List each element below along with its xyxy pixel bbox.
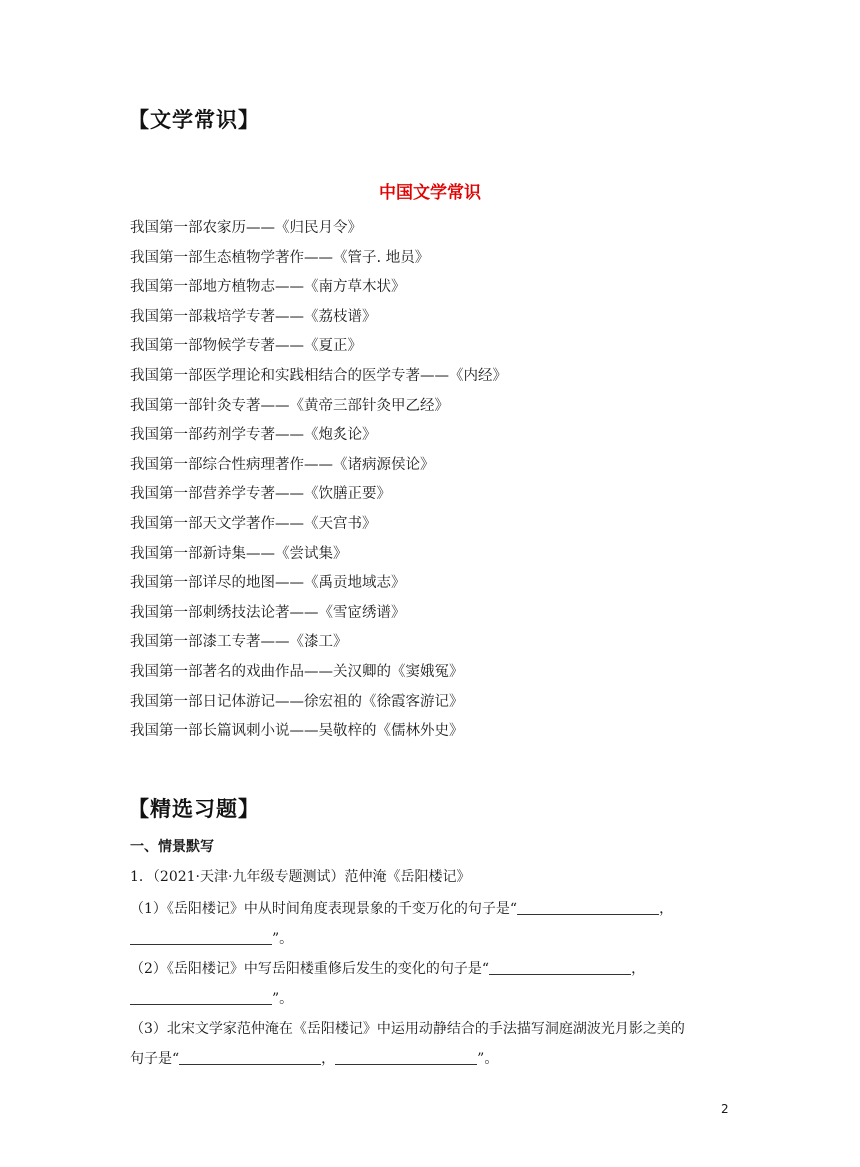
answer-blank[interactable] <box>130 930 272 945</box>
list-item: 我国第一部长篇讽刺小说——吴敬梓的《儒林外史》 <box>130 723 464 740</box>
exercise-part-title: 一、情景默写 <box>130 839 214 855</box>
closing-quote: ”。 <box>272 991 294 1007</box>
question-1-sub-2 <box>130 958 645 978</box>
list-item: 我国第一部综合性病理著作——《诸病源侯论》 <box>130 456 435 473</box>
closing-quote: ”。 <box>477 1051 499 1067</box>
question-1-title <box>130 866 470 886</box>
list-item: 我国第一部详尽的地图——《禹贡地域志》 <box>130 575 406 592</box>
section-heading-exercises: 【精选习题】 <box>128 797 260 821</box>
answer-blank[interactable] <box>489 960 631 975</box>
facts-list <box>130 214 507 747</box>
list-item: 我国第一部著名的戏曲作品——关汉卿的《窦娥冤》 <box>130 663 464 680</box>
question-1-sub-3-cont <box>130 1048 498 1068</box>
section-heading-literature: 【文学常识】 <box>128 108 260 132</box>
list-item: 我国第一部地方植物志——《南方草木状》 <box>130 279 406 296</box>
sub-question-text: （1）《岳阳楼记》中从时间角度表现景象的千变万化的句子是“ <box>130 901 518 917</box>
list-item: 我国第一部农家历——《归民月令》 <box>130 220 362 236</box>
sub-question-text: （3）北宋文学家范仲淹在《岳阳楼记》中运用动静结合的手法描写洞庭湖波光月影之美的 <box>130 1021 685 1037</box>
list-item: 我国第一部药剂学专著——《炮炙论》 <box>130 427 377 444</box>
comma: ， <box>631 961 646 977</box>
question-1-sub-1-cont <box>130 928 293 948</box>
sub-question-text: 句子是“ <box>130 1051 180 1067</box>
question-source: （2021·天津·九年级专题测试）范仲淹《岳阳楼记》 <box>152 869 471 885</box>
list-item: 我国第一部天文学著作——《天宫书》 <box>130 515 377 532</box>
list-item: 我国第一部新诗集——《尝试集》 <box>130 545 348 562</box>
answer-blank[interactable] <box>517 900 659 915</box>
question-number: 1． <box>130 869 153 885</box>
list-item: 我国第一部漆工专著——《漆工》 <box>130 634 348 651</box>
list-item: 我国第一部生态植物学著作——《管子. 地员》 <box>130 249 430 266</box>
answer-blank[interactable] <box>130 990 272 1005</box>
subtitle-chinese-literature: 中国文学常识 <box>379 183 481 203</box>
list-item: 我国第一部医学理论和实践相结合的医学专著——《内经》 <box>130 367 507 384</box>
page-number: 2 <box>721 1102 729 1116</box>
list-item: 我国第一部刺绣技法论著——《雪宧绣谱》 <box>130 604 406 621</box>
list-item: 我国第一部栽培学专著——《荔枝谱》 <box>130 308 377 325</box>
closing-quote: ”。 <box>272 931 294 947</box>
question-1-sub-1 <box>130 898 673 918</box>
list-item: 我国第一部营养学专著——《饮膳正要》 <box>130 486 391 503</box>
comma: ， <box>659 901 674 917</box>
answer-blank[interactable] <box>335 1050 477 1065</box>
sub-question-text: （2）《岳阳楼记》中写岳阳楼重修后发生的变化的句子是“ <box>130 961 490 977</box>
question-1-sub-2-cont <box>130 988 293 1008</box>
list-item: 我国第一部物候学专著——《夏正》 <box>130 338 362 355</box>
question-1-sub-3 <box>130 1018 685 1038</box>
list-item: 我国第一部日记体游记——徐宏祖的《徐霞客游记》 <box>130 693 464 710</box>
list-item: 我国第一部针灸专著——《黄帝三部针灸甲乙经》 <box>130 397 449 414</box>
answer-blank[interactable] <box>179 1050 321 1065</box>
comma: ， <box>321 1051 336 1067</box>
